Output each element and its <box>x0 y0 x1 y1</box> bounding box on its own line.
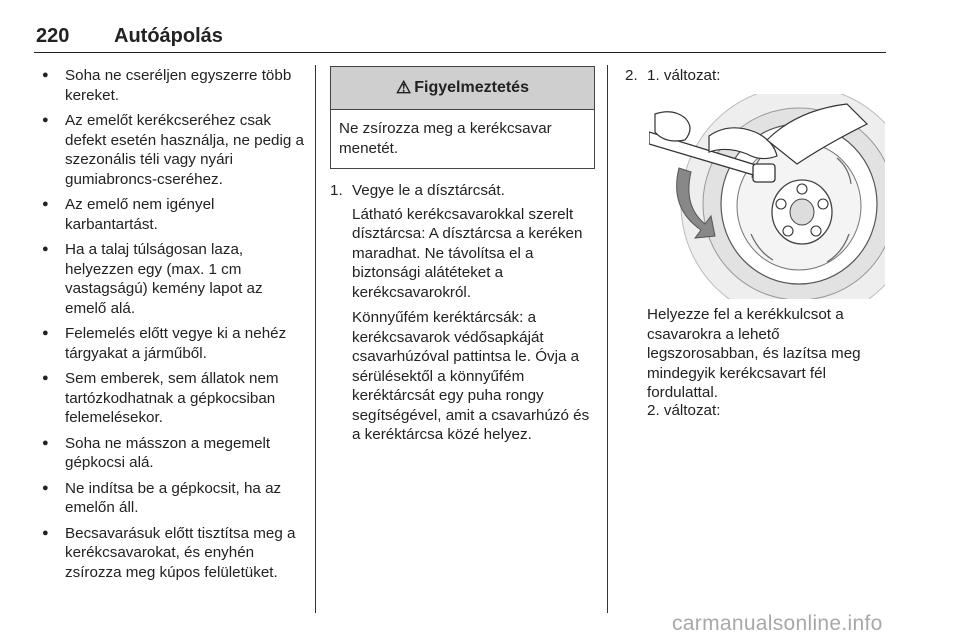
step-1 <box>330 181 595 445</box>
middle-column <box>330 66 595 445</box>
step-number: 1. <box>330 182 343 199</box>
list-item: ● Soha ne cseréljen egyszerre több kereket. <box>40 66 308 105</box>
watermark: carmanualsonline.info <box>672 612 883 635</box>
column-divider-left <box>315 65 316 613</box>
page-header <box>34 22 886 53</box>
step-paragraph: Könnyűfém keréktárcsák: a kerékcsavarok védősapkáját csavarhúzóval pattintsa le. Óvja a sérülésektől a könnyűfém keréktárcsát egy puha rongy segítségével, amit a csavarhúzó és a keréktárcsa közé helyez. <box>352 309 590 443</box>
warning-header <box>331 67 594 110</box>
step-number: 2. <box>625 67 638 84</box>
list-item: ● Felemelés előtt vegye ki a nehéz tárgyakat a járműből. <box>40 324 308 363</box>
step-paragraph: Látható kerékcsavarokkal szerelt dísztárcsa: A dísztárcsa a keréken maradhat. Ne távolítsa el a biztonsági alátéteket a kerékcsavarokról. <box>352 205 583 301</box>
warning-title: Figyelmeztetés <box>414 79 529 97</box>
page-title: Autóápolás <box>114 25 223 47</box>
list-item: ● Sem emberek, sem állatok nem tartózkodhatnak a gépkocsiban felemelésekor. <box>40 369 308 428</box>
list-item: ● Ne indítsa be a gépkocsit, ha az emelőn áll. <box>40 479 308 518</box>
figure-caption: Helyezze fel a kerékkulcsot a csavarokra a lehető legszorosabban, és lazítsa meg mindegyik kerékcsavart fél fordulattal. <box>647 306 861 401</box>
precautions-list <box>40 66 308 582</box>
step-title: Vegye le a dísztárcsát. <box>352 182 505 199</box>
warning-box <box>330 66 595 169</box>
list-item: ● Az emelőt kerékcseréhez csak defekt esetén használja, ne pedig a szezonális téli vagy nyári gumiabroncs-cseréhez. <box>40 111 308 189</box>
column-divider-right <box>607 65 608 613</box>
right-column <box>625 66 890 86</box>
variant-2-label: 2. változat: <box>647 402 721 419</box>
left-column <box>40 66 308 588</box>
list-item: ● Ha a talaj túlságosan laza, helyezzen egy (max. 1 cm vastagságú) kemény lapot az emelő alá. <box>40 240 308 318</box>
page-number: 220 <box>36 25 70 47</box>
list-item: ● Az emelő nem igényel karbantartást. <box>40 195 308 234</box>
wheel-wrench-illustration <box>649 94 885 299</box>
list-item: ● Soha ne másszon a megemelt gépkocsi alá. <box>40 434 308 473</box>
list-item: ● Becsavarásuk előtt tisztítsa meg a kerékcsavarokat, és enyhén zsírozza meg kúpos felületüket. <box>40 524 308 583</box>
step-title: 1. változat: <box>647 67 721 84</box>
warning-triangle-icon: ⚠ <box>396 78 412 98</box>
warning-text: Ne zsírozza meg a kerékcsavar menetét. <box>339 120 552 157</box>
